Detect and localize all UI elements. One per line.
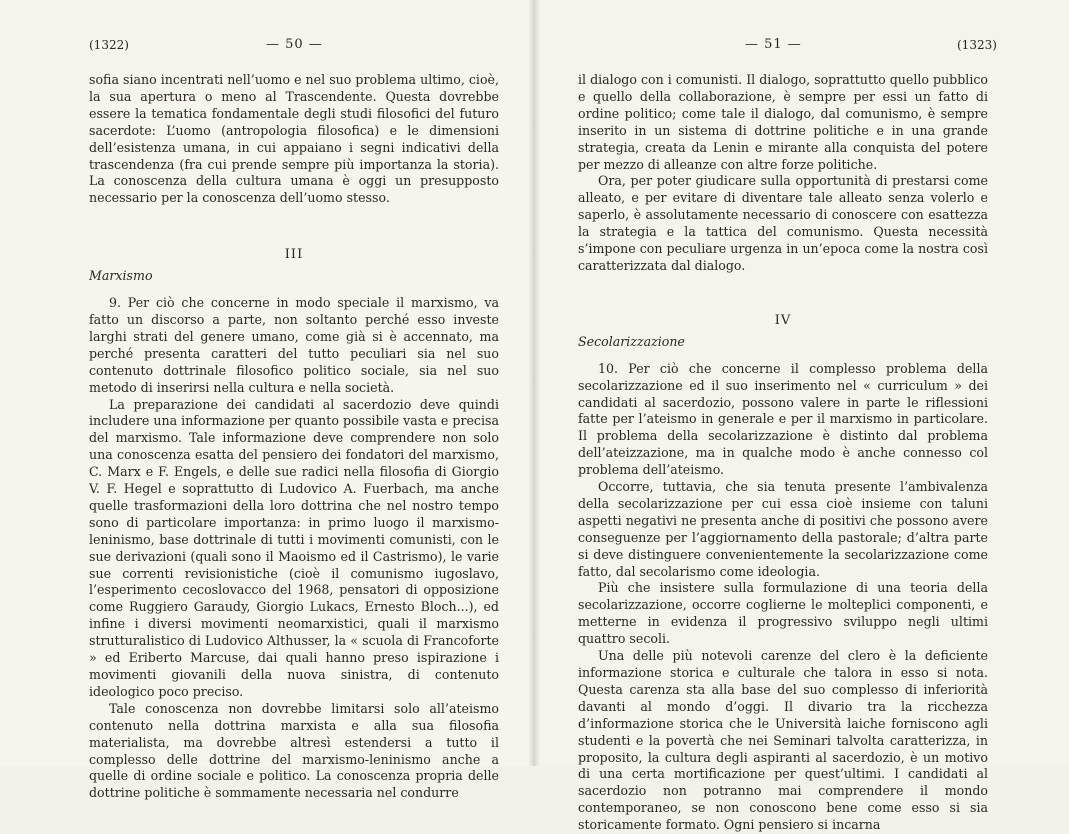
left-page-number: — 50 — (266, 37, 323, 52)
right-paragraph-3: Più che insistere sulla formulazione di una teoria della secolarizzazione, occorre coglierne le molteplici componenti, e metterne in evidenza il progressivo sviluppo negli ultimi quattro secoli. (578, 580, 988, 647)
left-block1-paragraph: sofia siano incentrati nell’uomo e nel suo problema ultimo, cioè, la sua apertura o meno al Trascendente. Questa dovrebbe essere la tematica fondamentale degli studi filosofici del futuro sacerdote: L’uomo (antropologia filosofica) e le dimensioni dell’esistenza umana, in cui appaiano i segni indicativi della trascendenza (fra cui prende sempre più importanza la storia). La conoscenza della cultura umana è oggi un presupposto necessario per la conoscenza dell’uomo stesso. (89, 72, 499, 206)
right-text-column (578, 72, 988, 834)
right-paragraph-1: 10. Per ciò che concerne il complesso problema della secolarizzazione ed il suo inserimento nel « curriculum » dei candidati al sacerdozio, possono valere in parte le riflessioni fatte per l’ateismo in generale e per il marxismo in particolare. Il problema della secolarizzazione è distinto dal problema dell’ateizzazione, ma in qualche modo è anche connesso col problema dell’ateismo. (578, 360, 988, 478)
left-header-number: (1322) (89, 38, 129, 52)
right-section-title: Secolarizzazione (578, 333, 685, 349)
left-paragraph-2: La preparazione dei candidati al sacerdozio deve quindi includere una informazione per quanto possibile vasta e precisa del marxismo. Tale informazione deve comprendere non solo una conoscenza esatta del pensiero dei fondatori del marxismo, C. Marx e F. Engels, e delle sue radici nella filosofia di Giorgio V. F. Hegel e soprattutto di Ludovico A. Fuerbach, ma anche quelle trasformazioni della loro dottrina che nel nostro tempo sono di particolare importanza: in primo luogo il marxismo-leninismo, base dottrinale di tutti i movimenti comunisti, con le sue derivazioni (quali sono il Maoismo ed il Castrismo), le varie sue correnti revisionistiche (cioè il comunismo iugoslavo, l’esperimento cecoslovacco del 1968, pensatori di opposizione come Ruggiero Garaudy, Giorgio Lukacs, Ernesto Bloch...), ed infine i diversi movimenti neomarxistici, quali il marxismo strutturalistico di Ludovico Althusser, la « scuola di Francoforte » ed Eriberto Marcuse, dai quali hanno preso ispirazione i movimenti giovanili della nuova sinistra, di contenuto ideologico poco preciso. (89, 396, 499, 699)
left-paragraph-1: 9. Per ciò che concerne in modo speciale il marxismo, va fatto un discorso a parte, non soltanto perché esso investe larghi strati del genere umano, come già si è accennato, ma perché presenta caratteri del tutto peculiari sia nel suo contenuto dottrinale filosofico politico sociale, sia nel suo metodo di inserirsi nella cultura e nella società. (89, 295, 499, 395)
right-header-number: (1323) (957, 38, 997, 52)
right-paragraph-4: Una delle più notevoli carenze del clero è la deficiente informazione storica e culturale che talora in esso si nota. Questa carenza sta alla base del suo complesso di inferiorità davanti al mondo d’oggi. Il divario tra la ricchezza d’informazione storica che le Università laiche forniscono agli studenti e la povertà che nei Seminari talvolta caratterizza, in proposito, la cultura degli aspiranti al sacerdozio, è un motivo di una certa mortificazione per quest’ultimi. I candidati al sacerdozio non potranno mai comprendere il mondo contemporaneo, se non conoscono bene come esso si sia storicamente formato. Ogni pensiero si incarna (578, 648, 988, 833)
right-block1-paragraph-1: il dialogo con i comunisti. Il dialogo, soprattutto quello pubblico e quello della collaborazione, è sempre per essi un fatto di ordine politico; come tale il dialogo, dal comunismo, è sempre inserito in un sistema di dottrine politiche e in una grande strategia, creata da Lenin e mirante alla conquista del potere per mezzo di alleanze con altre forze politiche. (578, 72, 988, 172)
right-paragraph-2: Occorre, tuttavia, che sia tenuta presente l’ambivalenza della secolarizzazione per cui essa cioè insieme con taluni aspetti negativi ne presenta anche di positivi che possono avere conseguenze per l’aggiornamento della pastorale; d’altra parte si deve distinguere convenientemente la secolarizzazione come fatto, dal secolarismo come ideologia. (578, 479, 988, 579)
right-section-number: IV (774, 312, 792, 328)
left-paragraph-3: Tale conoscenza non dovrebbe limitarsi solo all’ateismo contenuto nella dottrina marxista e alla sua filosofia materialista, ma dovrebbe altresì estendersi a tutto il complesso delle dottrine del marxismo-leninismo anche a quelle di ordine sociale e politico. La conoscenza propria delle dottrine politiche è sommamente necessaria nel condurre (89, 700, 499, 801)
left-page (0, 0, 533, 801)
left-section-number: III (284, 247, 304, 263)
right-block1-paragraph-2: Ora, per poter giudicare sulla opportunità di prestarsi come alleato, e per evitare di diventare tale alleato senza volerlo e saperlo, è assolutamente necessario di conoscere con esattezza la strategia e la tattica del comunismo. Questa necessità s’impone con peculiare urgenza in un’epoca come la nostra così caratterizzata dal dialogo. (578, 173, 988, 273)
left-section-title: Marxismo (89, 268, 153, 284)
book-gutter (528, 0, 540, 766)
right-page (533, 0, 1069, 833)
left-text-column (89, 72, 499, 802)
right-page-number: — 51 — (745, 37, 802, 52)
